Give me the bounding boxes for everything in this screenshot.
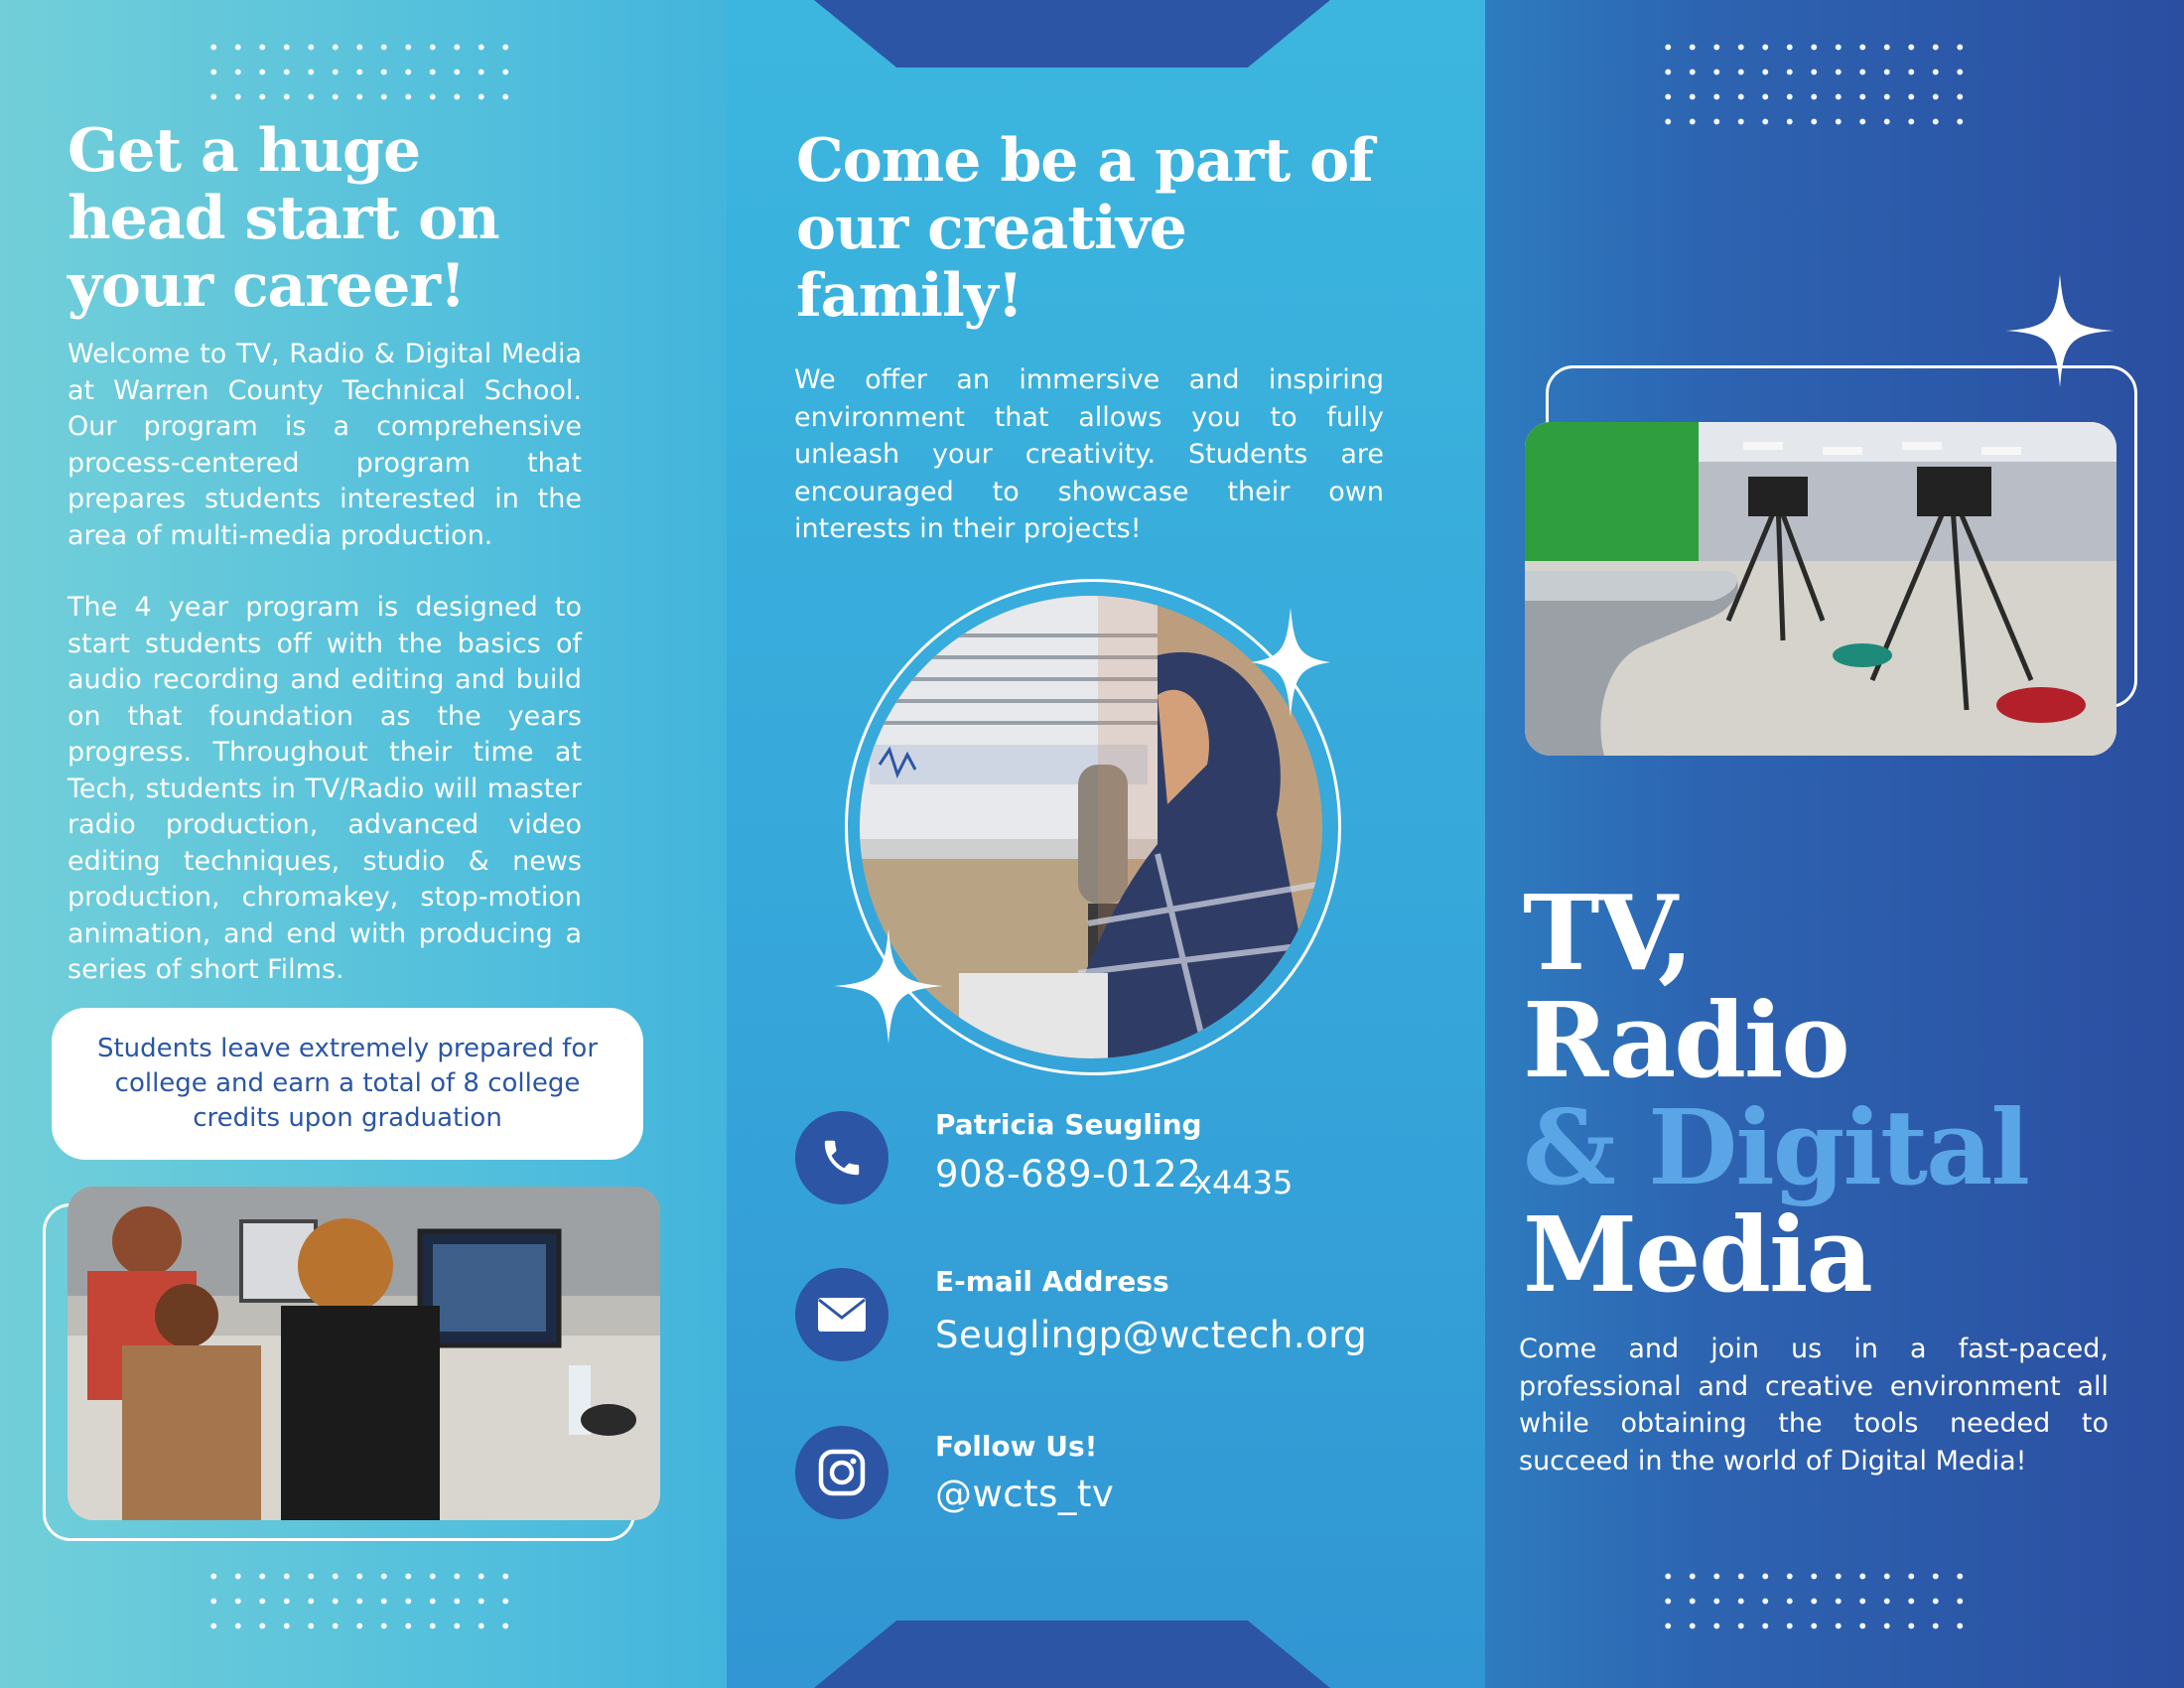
contact-name-label: Patricia Seugling: [935, 1108, 1202, 1141]
program-paragraph: The 4 year program is designed to start students off with the basics of audio recording and editing and build on that foundation as the years progress. Throughout their time at Tech, students in TV/Radio will master radio production, advanced video editing techniques, studio & news production, chromakey, stop-motion animation, and end with producing a series of short Films.: [68, 592, 582, 985]
instagram-handle[interactable]: @wcts_tv: [935, 1473, 1115, 1515]
middle-paragraph: We offer an immersive and inspiring environment that allows you to fully unleash your creativity. Students are encouraged to showcase their own interests in their projects!: [794, 364, 1384, 544]
title-media: Media: [1523, 1194, 1871, 1316]
sparkle-icon: [834, 928, 943, 1044]
right-paragraph: Come and join us in a fast-paced, professional and creative environment all while obtaining the tools needed to succeed in the world of Digital Media!: [1519, 1334, 2109, 1477]
intro-paragraph: Welcome to TV, Radio & Digital Media at Warren County Technical School. Our program is a comprehensive process-centered program that prepares students interested in the area of multi-media production.: [68, 339, 582, 551]
instagram-icon-circle: [795, 1426, 888, 1519]
tv-studio-illustration: [1525, 422, 2116, 756]
instagram-icon: [817, 1448, 867, 1497]
email-label: E-mail Address: [935, 1265, 1169, 1298]
email-address[interactable]: Seuglingp@wctech.org: [935, 1314, 1368, 1356]
title-radio: Radio: [1523, 979, 1848, 1101]
callout-text: Students leave extremely prepared for college and earn a total of 8 college credits upon graduation: [96, 1034, 599, 1133]
title-digital: & Digital: [1523, 1086, 2028, 1208]
dot-grid-right-top: [1656, 35, 1979, 134]
sparkle-icon: [1251, 608, 1330, 717]
left-body: [68, 337, 582, 989]
dot-grid-left-bottom: [202, 1564, 524, 1638]
college-credits-callout: [52, 1008, 643, 1160]
dot-grid-right-bottom: [1656, 1564, 1979, 1638]
phone-icon-circle: [795, 1111, 888, 1204]
social-label: Follow Us!: [935, 1430, 1098, 1463]
phone-icon: [819, 1135, 865, 1181]
left-headline: Get a huge head start on your career!: [68, 116, 499, 321]
title-tv: TV,: [1523, 872, 1693, 994]
middle-headline: Come be a part of our creative family!: [796, 126, 1373, 331]
bottom-notch-decoration: [814, 1620, 1330, 1688]
students-editing-illustration: [68, 1187, 660, 1520]
envelope-icon: [817, 1297, 867, 1333]
phone-extension: x4435: [1193, 1164, 1294, 1201]
dot-grid-left-top: [202, 35, 524, 109]
phone-number[interactable]: 908-689-0122: [935, 1153, 1202, 1196]
top-notch-decoration: [814, 0, 1330, 68]
tv-studio-photo: [1525, 422, 2116, 756]
students-editing-photo: [68, 1187, 660, 1520]
envelope-icon-circle: [795, 1268, 888, 1361]
